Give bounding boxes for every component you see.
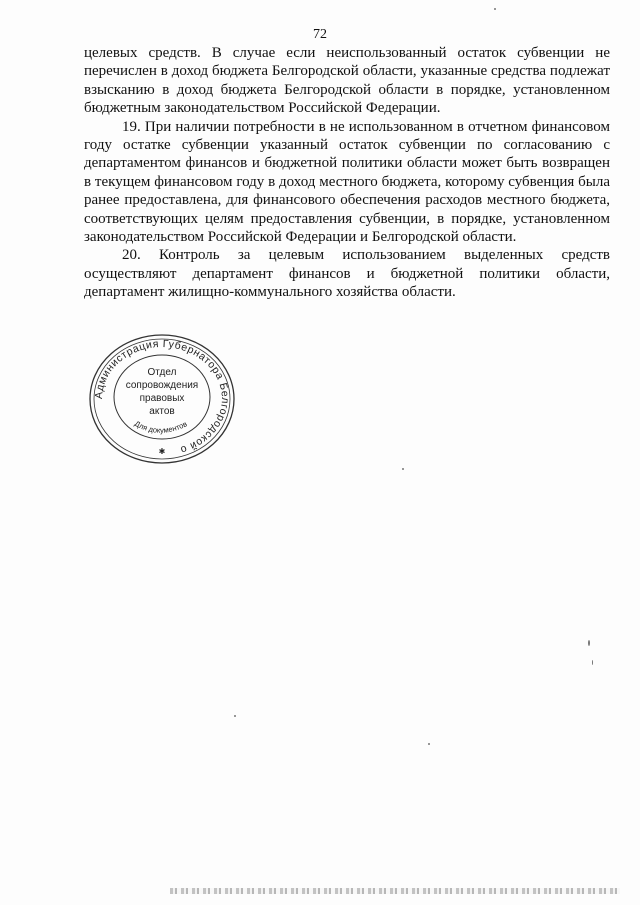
stamp-ring-text: Администрация Губернатора Белгородской о [92, 337, 232, 457]
stamp-line-2: сопровождения [125, 380, 199, 391]
scan-speck [592, 660, 593, 665]
scan-speck [234, 715, 236, 717]
stamp-line-1: Отдел [147, 367, 177, 378]
scan-speck [588, 640, 590, 646]
stamp-bottom-text: Для документов [133, 418, 189, 435]
scan-speck [428, 743, 430, 745]
paragraph-continuation: целевых средств. В случае если неиспользованный остаток субвенции не перечислен в доход бюджета Белгородской области, указанные средства подлежат взысканию в доход бюджета Белгородской области в порядке, установленном бюджетным законодательством Российской Федерации. [84, 45, 610, 117]
stamp-star: ✱ [158, 447, 166, 456]
document-body [84, 44, 610, 302]
stamp-line-4: актов [149, 406, 175, 417]
page-number: 72 [313, 27, 327, 42]
paragraph-20: 20. Контроль за целевым использованием выделенных средств осуществляют департамент финансов и бюджетной политики области, департамент жилищно-коммунального хозяйства области. [84, 247, 610, 301]
official-stamp [72, 330, 252, 468]
stamp-seal [72, 330, 252, 468]
scan-speck [402, 468, 404, 470]
paragraph-19: 19. При наличии потребности в не использованном в отчетном финансовом году остатке субвенции указанный остаток субвенции по согласованию с департаментом финансов и бюджетной политики области может быть возвращен в текущем финансовом году в доход местного бюджета, которому субвенция была ранее предоставлена, для финансового обеспечения расходов местного бюджета, соответствующих целям предоставления субвенции, в порядке, установленном законодательством Российской Федерации и Белгородской области. [84, 118, 610, 246]
scan-speck [494, 8, 496, 10]
stamp-line-3: правовых [139, 393, 185, 404]
scan-edge-noise [170, 888, 620, 894]
